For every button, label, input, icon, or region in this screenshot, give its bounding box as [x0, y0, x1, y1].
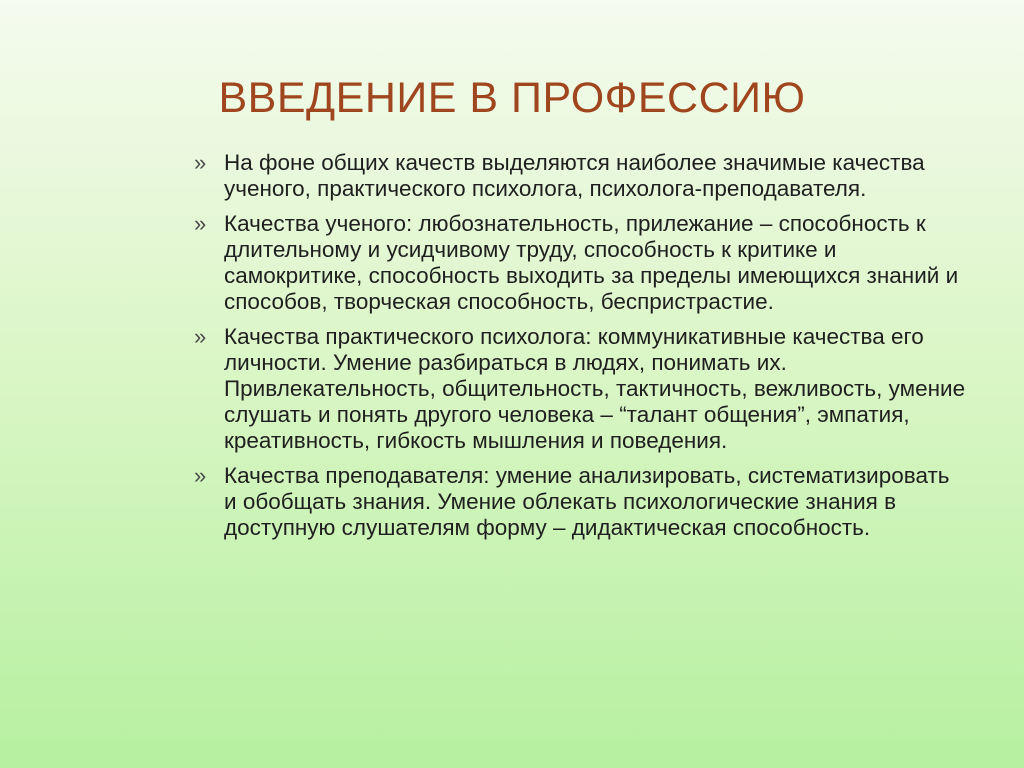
bullet-marker: » [194, 211, 207, 236]
bullet-marker: » [194, 463, 207, 488]
bullet-marker: » [194, 324, 207, 349]
list-item [192, 150, 967, 202]
bullet-text: Качества практического психолога: коммуникативные качества его личности. Умение разбираться в людях, понимать их. Привлекательность, общительность, тактичность, вежливость, умение слушать и понять другого человека – “талант общения”, эмпатия, креативность, гибкость мышления и поведения. [224, 324, 966, 453]
list-item [192, 211, 967, 315]
bullet-text: На фоне общих качеств выделяются наиболее значимые качества ученого, практического психолога, психолога-преподавателя. [224, 150, 925, 201]
bullet-text: Качества преподавателя: умение анализировать, систематизировать и обобщать знания. Умение облекать психологические знания в доступную слушателям форму – дидактическая способность. [224, 463, 950, 540]
bullet-text: Качества ученого: любознательность, прилежание – способность к длительному и усидчивому труду, способность к критике и самокритике, способность выходить за пределы имеющихся знаний и способов, творческая способность, беспристрастие. [224, 211, 959, 314]
bullet-marker: » [194, 150, 207, 175]
slide-title: ВВЕДЕНИЕ В ПРОФЕССИЮ [218, 74, 806, 122]
bullet-list [192, 150, 967, 550]
list-item [192, 463, 967, 541]
list-item [192, 324, 967, 454]
